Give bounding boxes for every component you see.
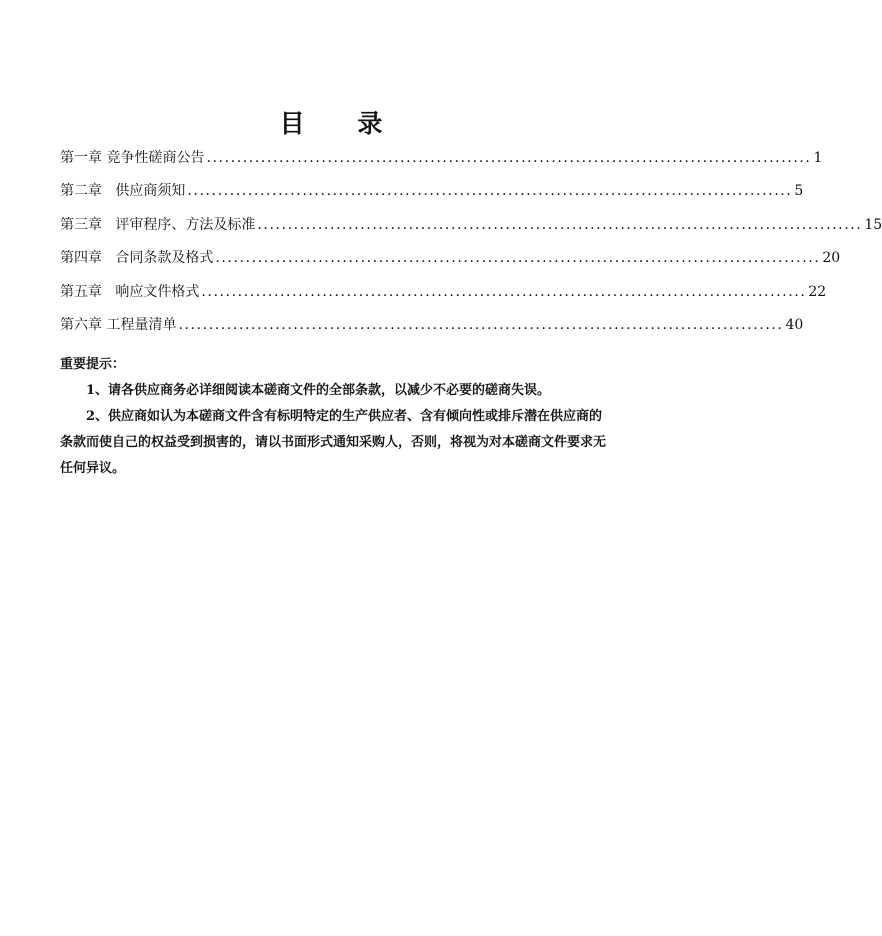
toc-leader-dots: .................................................................................................... xyxy=(215,250,821,267)
toc-separator xyxy=(102,181,115,201)
toc-page-number: 40 xyxy=(785,316,804,333)
toc-entry-chapter-2[interactable] xyxy=(60,181,804,214)
toc-page-number: 20 xyxy=(822,250,841,267)
toc-chapter-number: 第六章 xyxy=(60,316,102,333)
toc-leader-dots: .................................................................................................... xyxy=(257,216,863,233)
toc-page-number: 15 xyxy=(864,216,882,233)
toc-chapter-title: 评审程序、方法及标准 xyxy=(115,216,256,233)
note-item-1: 1、请各供应商务必详细阅读本磋商文件的全部条款，以减少不必要的磋商失误。 xyxy=(86,383,551,398)
page-title: 目 录 xyxy=(279,109,405,138)
toc-page-number: 22 xyxy=(808,283,827,300)
toc-chapter-number: 第五章 xyxy=(60,283,102,300)
table-of-contents xyxy=(60,148,882,348)
toc-leader-dots: .................................................................................................... xyxy=(187,183,793,200)
toc-separator xyxy=(102,282,115,302)
notes-heading: 重要提示： xyxy=(60,357,126,372)
toc-separator xyxy=(102,215,115,235)
toc-chapter-title: 竞争性磋商公告 xyxy=(106,150,205,166)
toc-chapter-number: 第三章 xyxy=(60,216,102,233)
toc-chapter-title: 供应商须知 xyxy=(115,183,186,200)
toc-chapter-title: 响应文件格式 xyxy=(115,283,200,300)
important-notes xyxy=(60,352,612,482)
toc-chapter-number: 第一章 xyxy=(60,150,102,166)
toc-leader-dots: .................................................................................................... xyxy=(206,150,812,166)
toc-page-number: 1 xyxy=(813,150,823,166)
toc-entry-chapter-5[interactable] xyxy=(60,282,827,315)
toc-leader-dots: .................................................................................................... xyxy=(178,316,784,333)
toc-entry-chapter-6[interactable] xyxy=(60,315,804,348)
toc-page-number: 5 xyxy=(794,183,804,200)
toc-chapter-title: 工程量清单 xyxy=(106,316,177,333)
toc-chapter-number: 第四章 xyxy=(60,250,102,267)
toc-chapter-number: 第二章 xyxy=(60,183,102,200)
toc-separator xyxy=(102,248,115,268)
note-item-2: 2、供应商如认为本磋商文件含有标明特定的生产供应者、含有倾向性或排斥潜在供应商的条款而使自己的权益受到损害的，请以书面形式通知采购人，否则，将视为对本磋商文件要求无任何异议。 xyxy=(60,409,607,476)
toc-chapter-title: 合同条款及格式 xyxy=(115,250,214,267)
toc-leader-dots: .................................................................................................... xyxy=(201,283,807,300)
toc-entry-chapter-3[interactable] xyxy=(60,215,882,248)
toc-entry-chapter-1[interactable] xyxy=(60,148,823,181)
toc-entry-chapter-4[interactable] xyxy=(60,248,841,281)
